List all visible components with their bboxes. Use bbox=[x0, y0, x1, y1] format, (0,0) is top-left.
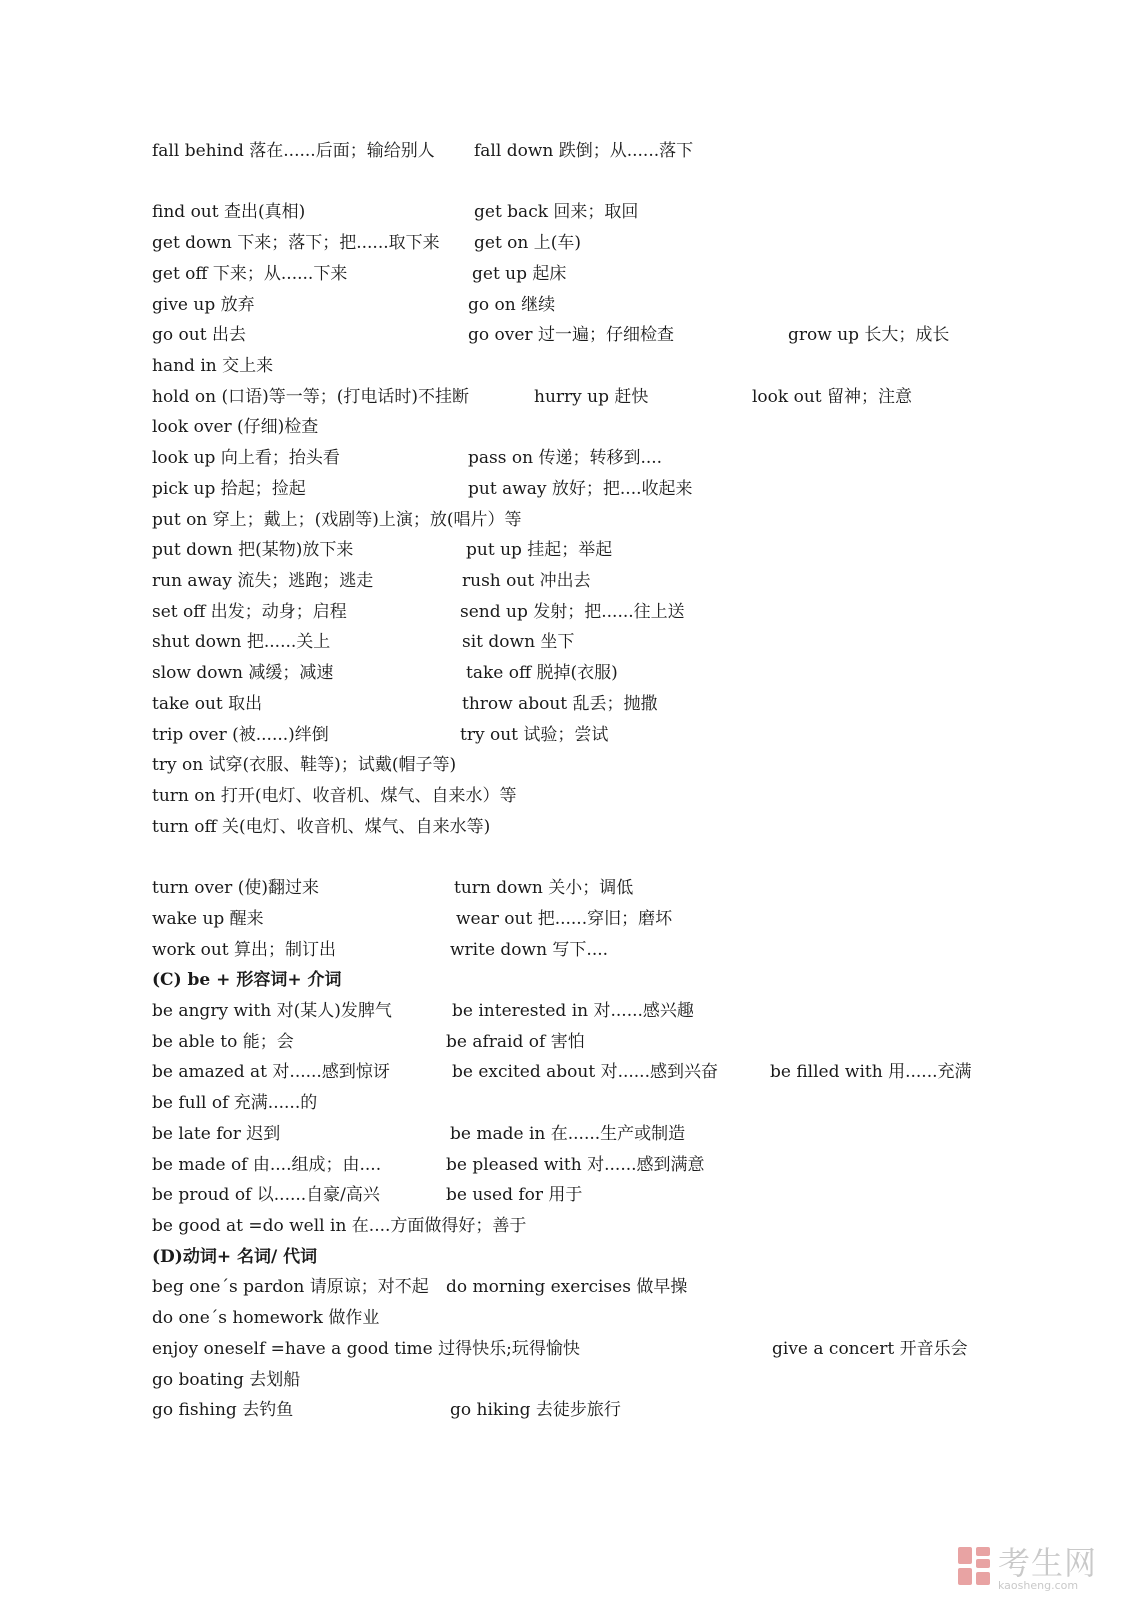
watermark-name: 考生网 bbox=[998, 1544, 1098, 1582]
phrase-row bbox=[0, 1211, 1131, 1241]
phrase-entry: be interested in 对......感兴趣 bbox=[452, 1001, 694, 1021]
phrase-row bbox=[0, 566, 1131, 596]
phrase-entry: shut down 把......关上 bbox=[152, 632, 331, 652]
phrase-row bbox=[0, 781, 1131, 811]
phrase-row bbox=[0, 505, 1131, 535]
phrase-row bbox=[0, 290, 1131, 320]
phrase-entry: go out 出去 bbox=[152, 325, 246, 345]
phrase-entry: be late for 迟到 bbox=[152, 1124, 281, 1144]
phrase-entry: run away 流失；逃跑；逃走 bbox=[152, 571, 374, 591]
watermark-logo-icon bbox=[958, 1547, 992, 1585]
phrase-entry: get on 上(车) bbox=[474, 233, 582, 253]
phrase-entry: try out 试验；尝试 bbox=[460, 725, 609, 745]
phrase-entry: work out 算出；制订出 bbox=[152, 940, 337, 960]
phrase-entry: go boating 去划船 bbox=[152, 1370, 301, 1390]
phrase-row bbox=[0, 443, 1131, 473]
phrase-row bbox=[0, 197, 1131, 227]
phrase-entry: turn on 打开(电灯、收音机、煤气、自来水）等 bbox=[152, 786, 517, 806]
phrase-entry: trip over (被......)绊倒 bbox=[152, 725, 329, 745]
phrase-entry: slow down 减缓；减速 bbox=[152, 663, 334, 683]
phrase-entry: write down 写下.... bbox=[450, 940, 609, 960]
phrase-entry: take off 脱掉(衣服) bbox=[466, 663, 618, 683]
phrase-entry: take out 取出 bbox=[152, 694, 263, 714]
phrase-entry: be proud of 以......自豪/高兴 bbox=[152, 1185, 380, 1205]
phrase-row bbox=[0, 1088, 1131, 1118]
phrase-entry: fall behind 落在......后面；输给别人 bbox=[152, 141, 435, 161]
phrase-row bbox=[0, 597, 1131, 627]
section-heading bbox=[0, 1242, 1131, 1272]
phrase-entry: throw about 乱丢；抛撒 bbox=[462, 694, 658, 714]
phrase-row bbox=[0, 259, 1131, 289]
phrase-entry: be filled with 用......充满 bbox=[770, 1062, 972, 1082]
phrase-entry: get back 回来；取回 bbox=[474, 202, 639, 222]
phrase-entry: go fishing 去钓鱼 bbox=[152, 1400, 294, 1420]
section-heading-c: (C) be + 形容词+ 介词 bbox=[152, 970, 342, 990]
phrase-entry: hand in 交上来 bbox=[152, 356, 274, 376]
phrase-entry: put up 挂起；举起 bbox=[466, 540, 613, 560]
phrase-row bbox=[0, 1057, 1131, 1087]
phrase-row bbox=[0, 1365, 1131, 1395]
watermark-url: kaosheng.com bbox=[998, 1579, 1079, 1592]
phrase-entry: get up 起床 bbox=[472, 264, 567, 284]
phrase-entry: turn over (使)翻过来 bbox=[152, 878, 319, 898]
phrase-entry: go on 继续 bbox=[468, 295, 556, 315]
logo-block bbox=[976, 1559, 990, 1568]
phrase-entry: wake up 醒来 bbox=[152, 909, 264, 929]
phrase-row bbox=[0, 1395, 1131, 1425]
phrase-row bbox=[0, 136, 1131, 166]
phrase-entry: be made in 在......生产或制造 bbox=[450, 1124, 686, 1144]
phrase-entry: be afraid of 害怕 bbox=[446, 1032, 585, 1052]
phrase-entry: look up 向上看；抬头看 bbox=[152, 448, 340, 468]
phrase-row bbox=[0, 228, 1131, 258]
phrase-row bbox=[0, 1027, 1131, 1057]
phrase-entry: do morning exercises 做早操 bbox=[446, 1277, 688, 1297]
phrase-entry: set off 出发；动身；启程 bbox=[152, 602, 347, 622]
phrase-entry: send up 发射；把......往上送 bbox=[460, 602, 685, 622]
phrase-entry: enjoy oneself =have a good time 过得快乐;玩得愉快 bbox=[152, 1339, 580, 1359]
phrase-entry: hurry up 赶快 bbox=[534, 387, 649, 407]
logo-block bbox=[958, 1547, 972, 1564]
phrase-entry: give a concert 开音乐会 bbox=[772, 1339, 968, 1359]
phrase-entry: be made of 由....组成；由.... bbox=[152, 1155, 382, 1175]
phrase-row bbox=[0, 935, 1131, 965]
phrase-row bbox=[0, 658, 1131, 688]
phrase-row bbox=[0, 904, 1131, 934]
phrase-entry: put away 放好；把....收起来 bbox=[468, 479, 693, 499]
section-heading bbox=[0, 965, 1131, 995]
phrase-entry: turn off 关(电灯、收音机、煤气、自来水等) bbox=[152, 817, 491, 837]
section-heading-d: (D)动词+ 名词/ 代词 bbox=[152, 1247, 318, 1267]
phrase-row bbox=[0, 1180, 1131, 1210]
phrase-row bbox=[0, 750, 1131, 780]
phrase-row bbox=[0, 1334, 1131, 1364]
phrase-entry: be good at =do well in 在....方面做得好；善于 bbox=[152, 1216, 527, 1236]
phrase-row bbox=[0, 1303, 1131, 1333]
watermark bbox=[958, 1544, 1118, 1590]
phrase-row bbox=[0, 474, 1131, 504]
phrase-entry: go hiking 去徒步旅行 bbox=[450, 1400, 621, 1420]
phrase-entry: be excited about 对......感到兴奋 bbox=[452, 1062, 718, 1082]
phrase-entry: pass on 传递；转移到.... bbox=[468, 448, 663, 468]
phrase-entry: rush out 冲出去 bbox=[462, 571, 591, 591]
phrase-entry: do one´s homework 做作业 bbox=[152, 1308, 380, 1328]
phrase-entry: be used for 用于 bbox=[446, 1185, 583, 1205]
phrase-entry: look out 留神；注意 bbox=[752, 387, 913, 407]
phrase-entry: sit down 坐下 bbox=[462, 632, 575, 652]
logo-block bbox=[976, 1547, 990, 1556]
phrase-row bbox=[0, 689, 1131, 719]
phrase-entry: beg one´s pardon 请原谅；对不起 bbox=[152, 1277, 429, 1297]
phrase-row bbox=[0, 1150, 1131, 1180]
phrase-entry: go over 过一遍；仔细检查 bbox=[468, 325, 674, 345]
phrase-row bbox=[0, 1272, 1131, 1302]
phrase-row bbox=[0, 996, 1131, 1026]
phrase-entry: hold on (口语)等一等；(打电话时)不挂断 bbox=[152, 387, 470, 407]
phrase-entry: be pleased with 对......感到满意 bbox=[446, 1155, 705, 1175]
phrase-entry: be full of 充满......的 bbox=[152, 1093, 318, 1113]
phrase-entry: wear out 把......穿旧；磨坏 bbox=[456, 909, 673, 929]
phrase-entry: grow up 长大；成长 bbox=[788, 325, 950, 345]
phrase-entry: turn down 关小；调低 bbox=[454, 878, 634, 898]
phrase-entry: try on 试穿(衣服、鞋等)；试戴(帽子等) bbox=[152, 755, 457, 775]
phrase-row bbox=[0, 382, 1131, 412]
phrase-entry: find out 查出(真相) bbox=[152, 202, 306, 222]
phrase-row bbox=[0, 351, 1131, 381]
phrase-entry: be able to 能；会 bbox=[152, 1032, 294, 1052]
phrase-entry: pick up 拾起；捡起 bbox=[152, 479, 306, 499]
phrase-row bbox=[0, 535, 1131, 565]
logo-block bbox=[958, 1568, 972, 1585]
phrase-entry: give up 放弃 bbox=[152, 295, 255, 315]
phrase-entry: fall down 跌倒；从......落下 bbox=[474, 141, 694, 161]
logo-block bbox=[976, 1572, 990, 1585]
phrase-row bbox=[0, 720, 1131, 750]
phrase-entry: put down 把(某物)放下来 bbox=[152, 540, 354, 560]
phrase-row bbox=[0, 1119, 1131, 1149]
phrase-entry: be amazed at 对......感到惊讶 bbox=[152, 1062, 390, 1082]
phrase-entry: get down 下来；落下；把......取下来 bbox=[152, 233, 440, 253]
phrase-row bbox=[0, 412, 1131, 442]
phrase-entry: get off 下来；从......下来 bbox=[152, 264, 348, 284]
phrase-entry: put on 穿上；戴上；(戏剧等)上演；放(唱片）等 bbox=[152, 510, 522, 530]
phrase-entry: look over (仔细)检查 bbox=[152, 417, 319, 437]
phrase-row bbox=[0, 627, 1131, 657]
phrase-row bbox=[0, 873, 1131, 903]
phrase-row bbox=[0, 320, 1131, 350]
phrase-entry: be angry with 对(某人)发脾气 bbox=[152, 1001, 392, 1021]
phrase-row bbox=[0, 812, 1131, 842]
